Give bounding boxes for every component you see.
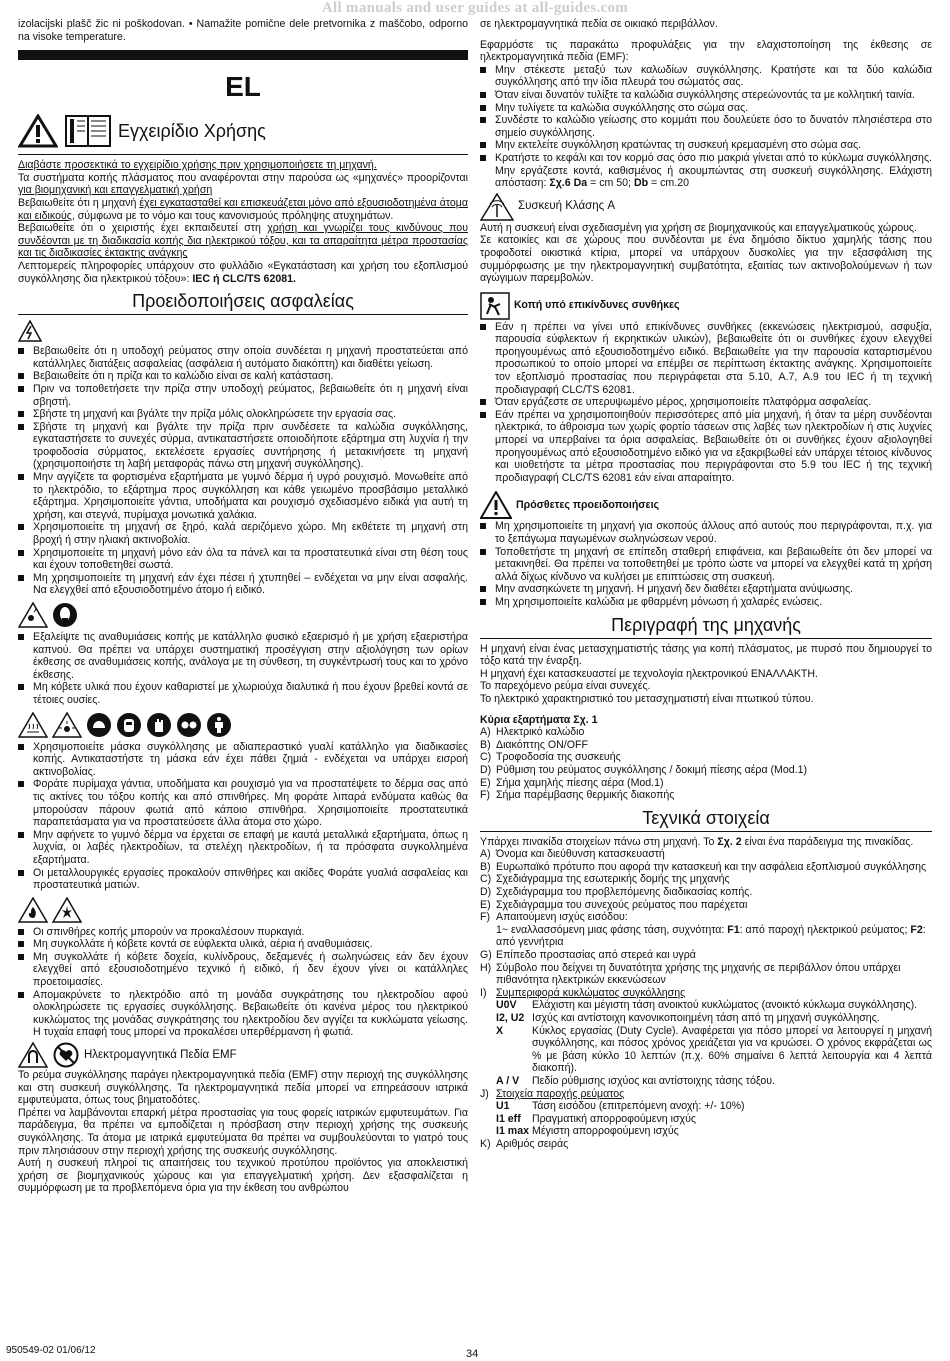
safety-icons-row-2 xyxy=(18,602,468,628)
list-item: Μην στέκεστε μεταξύ των καλωδίων συγκόλλησης. Κρατήστε και τα δύο καλώδια συγκόλλησης από την ίδια πλευρά του σώματός σας. xyxy=(480,64,932,89)
helmet-icon xyxy=(86,712,112,738)
document-code: 950549-02 01/06/12 xyxy=(6,1345,96,1356)
list-item: D) Σχεδιάγραμμα του προβλεπόμενης διαδικασίας κοπής. xyxy=(480,886,753,899)
list-item: Μη χρησιμοποιείτε τη μηχανή εάν έχει πέσει ή χτυπηθεί – ενδέχεται να μην είναι ασφαλής. Να ελεγχθεί από εξουσιοδοτημένο άτομο ή ειδικό. xyxy=(18,572,468,597)
emf-precautions-list xyxy=(480,64,932,190)
list-item: Κρατήστε το κεφάλι και τον κορμό σας όσο πιο μακριά γίνεται από το κύκλωμα συγκόλλησης. Μην εργάζεστε κοντά, καθισμένος ή ακουμπώντας στη συσκευή συγκόλλησης. Ελάχιστη απόσταση: Σχ.6 Da = cm 50; Db = cm.20 xyxy=(480,152,932,190)
watermark: All manuals and user guides at all-guides.com xyxy=(321,0,629,16)
hot-surface-icon xyxy=(18,712,48,738)
list-item: Βεβαιωθείτε ότι η πρίζα και το καλώδιο είναι σε καλή κατάσταση. xyxy=(18,370,468,383)
manual-paragraph: Λεπτομερείς πληροφορίες υπάρχουν στο φυλλάδιο «Εγκατάσταση και χρήση του εξοπλισμού συγκόλλησης δια ηλεκτρικού τόξου»: IEC ή CLC/TS 62081. xyxy=(18,259,468,285)
left-column xyxy=(18,18,468,1195)
manual-heading xyxy=(18,114,468,148)
list-item: C) Σχεδιάγραμμα της εσωτερικής δομής της μηχανής xyxy=(480,873,730,886)
additional-warnings-heading xyxy=(480,491,932,519)
list-item: Φοράτε πυρίμαχα γάντια, υποδήματα και ρουχισμό για να προστατέψετε το δέρμα σας από τις ακτίνες του τόξου κοπής και από σπινθήρες. Μη φοράτε λιπαρά ενδύματα καθώς θα μπορούσαν πάρουν φωτιά από κάποιο σπινθήρα. Χρησιμοποιείτε προστατευτικά παραπετάσματα για να προστατεύσετε άλλα άτομα στο χώρο. xyxy=(18,778,468,828)
list-item: G) Επίπεδο προστασίας από στερεά και υγρά xyxy=(480,949,696,962)
list-item: Εξαλείψτε τις αναθυμιάσεις κοπής με κατάλληλο φυσικό εξαερισμό ή με χρήση εξαεριστήρα καπνού. Θα πρέπει να υπάρχει συστηματική προσέγγιση στην αξιολόγηση των ορίων έκθεσης σε αναθυμιάσεις κοπής, ανάλογα με τη σύνθεση, τη συγκέντρωσή τους και το χρόνο έκθεσης. xyxy=(18,631,468,681)
list-item: B) Διακόπτης ON/OFF xyxy=(480,738,588,751)
technical-title-rule xyxy=(480,831,932,832)
list-item: I) Συμπεριφορά κυκλώματος συγκόλλησης xyxy=(480,986,686,999)
list-item: Πριν να τοποθετήσετε την πρίζα στην υποδοχή ρεύματος, βεβαιωθείτε ότι η μηχανή είναι σβηστή. xyxy=(18,383,468,408)
list-item: Βεβαιωθείτε ότι η υποδοχή ρεύματος στην οποία συνδέεται η μηχανή προστατεύεται από κατάλληλες διατάξεις ασφαλείας (ασφάλεια ή αυτόματο διακόπτη) και διαθέτει γείωση. xyxy=(18,345,468,370)
list-item: E) Σήμα χαμηλής πίεσης αέρα (Mod.1) xyxy=(480,776,664,789)
magnetic-field-warning-icon xyxy=(18,1042,48,1068)
manual-book-icon xyxy=(64,114,112,148)
spec-row: I2, U2 Ισχύς και αντίστοιχη κανονικοποιημένη τάση από τη μηχανή συγκόλλησης. xyxy=(496,1012,880,1024)
technical-data-title: Τεχνικά στοιχεία xyxy=(642,807,770,828)
list-item: Μην εκτελείτε συγκόλληση κρατώντας τη συσκευή κρεμασμένη στο σώμα σας. xyxy=(480,139,932,152)
description-title-rule xyxy=(480,638,932,639)
list-item: Όταν εργάζεστε σε υπερυψωμένο μέρος, χρησιμοποιείτε πλατφόρμα ασφαλείας. xyxy=(480,396,932,409)
list-item: J) Στοιχεία παροχής ρεύματος xyxy=(480,1087,625,1100)
emf-precautions-intro: Εφαρμόστε τις παρακάτω προφυλάξεις για την ελαχιστοποίηση της έκθεσης σε ηλεκτρομαγνητικά πεδία (EMF): xyxy=(480,38,932,64)
warning-icon xyxy=(18,114,58,148)
list-item: K) Αριθμός σειράς xyxy=(480,1137,569,1150)
list-item: D) Ρύθμιση του ρεύματος συγκόλλησης / δοκιμή πίεσης αέρα (Mod.1) xyxy=(480,763,808,776)
list-item: Σβήστε τη μηχανή και βγάλτε την πρίζα μόλις ολοκληρώσετε την εργασία σας. xyxy=(18,408,468,421)
additional-warnings-list xyxy=(480,520,932,608)
gloves-icon xyxy=(146,712,172,738)
welding-circuit-specs xyxy=(480,999,932,1087)
list-item: Μη συγκολλάτε ή κόβετε κοντά σε εύφλεκτα υλικά, αέρια ή αναθυμιάσεις. xyxy=(18,938,468,951)
page-number: 34 xyxy=(466,1348,479,1360)
safety-icons-row-4 xyxy=(18,897,468,923)
manual-paragraph: Διαβάστε προσεκτικά το εγχειρίδιο χρήσης πριν χρησιμοποιήσετε τη μηχανή. xyxy=(18,159,377,172)
list-item: Απομακρύνετε το ηλεκτρόδιο από τη μονάδα συγκράτησης του ηλεκτροδίου αφού ολοκληρώσετε τις εργασίες συγκόλλησης. Βεβαιωθείτε ότι κανένα μέρος του ηλεκτρικού κυκλώματος της μονάδας συγκράτησης του ηλεκτροδίου δεν αγγίζει τα κυκλώματα γείωσης. Η τυχαία επαφή τους μπορεί να προκαλέσει υπερθέρμανση ή φωτιά. xyxy=(18,989,468,1039)
technical-list xyxy=(480,848,932,1150)
list-item: B) Ευρωπαϊκό πρότυπο που αφορά την κατασκευή και την ασφάλεια εξοπλισμού συγκόλλησης xyxy=(480,860,927,873)
list-item: Χρησιμοποιείτε τη μηχανή μόνο εάν όλα τα πάνελ και τα προστατευτικά είναι στη θέση τους και έχουν τοποθετηθεί σωστά. xyxy=(18,547,468,572)
additional-warnings-title: Πρόσθετες προειδοποιήσεις xyxy=(516,499,660,512)
respirator-icon xyxy=(52,602,78,628)
emf-paragraph: Αυτή η συσκευή πληροί τις απαιτήσεις του τεχνικού προτύπου προϊόντος για αποκλειστική χρήση σε βιομηχανικούς χώρους και για επαγγελματική χρήση. Δεν εξασφαλίζεται η συμμόρφωση με τα προβλεπόμενα όρια για την έκθεση του ανθρώπου xyxy=(18,1157,468,1195)
hazardous-conditions-heading xyxy=(480,292,932,320)
class-a-heading xyxy=(480,193,932,221)
spec-row: U1 Τάση εισόδου (επιτρεπόμενη ανοχή: +/- 10%) xyxy=(496,1100,745,1113)
safety-list-2 xyxy=(18,631,468,707)
radiation-warning-icon xyxy=(52,712,82,738)
list-item: Εάν η πρέπει να γίνει υπό επικίνδυνες συνθήκες (εκκενώσεις ηλεκτρισμού, ασφυξία, παρουσία εύφλεκτων ή εκρηκτικών υλικών), βεβαιωθείτε ότι οι συνθήκες έχουν ελεγχθεί προηγουμένως από εξουσιοδοτημένο ειδικό. Βεβαιωθείτε για την παρουσία καταρτισμένου προσωπικού το οποίο μπορεί να επέμβει σε περίπτωση έκτακτης ανάγκης. Χρησιμοποιείτε τον εξοπλισμό προστασίας που περιγράφεται στα 5.10, A.7, A.9 του IEC ή τη τεχνική προδιαγραφή CLC/TS 62081. xyxy=(480,321,932,397)
spec-row: X Κύκλος εργασίας (Duty Cycle). Αναφέρεται για πόσο μπορεί να λειτουργεί η μηχανή συγκόλλησης, και πόσος χρόνος χρειάζεται για να κρυώσει. Ο χρόνος εκφράζεται ως % με βάση κύκλο 10 λεπτών (π.χ. 60% σημαίνει 6 λεπτά λειτουργία και 4 λεπτά διακοπή). xyxy=(496,1024,932,1075)
spec-row: I1 eff Πραγματική απορροφούμενη ισχύς xyxy=(496,1112,696,1125)
class-a-paragraph: Σε κατοικίες και σε χώρους που συνδέονται με ένα δημόσιο δίκτυο χαμηλής τάσης που τροφοδοτεί οικιστικά κτίρια, μπορεί να υπάρχουν δυσκολίες για την εξασφάλιση της συμμόρφωσης με την ηλεκτρομαγνητική συμβατότητα, εξαιτίας των ακτινοβολούμενων ή των αγώγιμων παρεμβολών. xyxy=(480,234,932,285)
list-item: Μη χρησιμοποιείτε καλώδια με φθαρμένη μόνωση ή χαλαρές ενώσεις. xyxy=(480,596,932,609)
welding-mask-icon xyxy=(116,712,142,738)
list-item: Οι μεταλλουργικές εργασίες προκαλούν σπινθήρες και ακίδες Φοράτε γυαλιά ασφαλείας και προστατευτικά ματιών. xyxy=(18,867,468,892)
list-item: Μη κόβετε υλικά που έχουν καθαριστεί με χλωριούχα διαλυτικά ή που έχουν βρεθεί κοντά σε τέτοιες ουσίες. xyxy=(18,681,468,706)
safety-title-rule xyxy=(18,314,468,315)
description-paragraph: Η μηχανή έχει κατασκευαστεί με τεχνολογία ηλεκτρονικού ΕΝΑΛΛΑΚΤΗ. xyxy=(480,667,818,680)
list-item: A) Ηλεκτρικό καλώδιο xyxy=(480,726,585,739)
pacemaker-prohibited-icon xyxy=(52,1042,80,1068)
spec-row: A / V Πεδίο ρύθμισης ισχύος και αντίστοιχης τάσης τόξου. xyxy=(496,1074,775,1087)
list-item: Όταν είναι δυνατόν τυλίξτε τα καλώδια συγκόλλησης στερεώνοντάς τα με κολλητική ταινία. xyxy=(480,89,932,102)
main-components-title: Κύρια εξαρτήματα Σχ. 1 xyxy=(480,713,598,726)
list-item: Χρησιμοποιείτε μάσκα συγκόλλησης με αδιαπεραστικό γυαλί κατάλληλο για διαδικασίες κοπής. Αντικαταστήστε τη μάσκα εάν έχει πάθει ζημιά - ενδέχεται να υπάρχει εισροή ακτινοβολίας. xyxy=(18,741,468,779)
emf-paragraph: Πρέπει να λαμβάνονται επαρκή μέτρα προστασίας για τους φορείς ιατρικών εμφυτευμάτων. Για παράδειγμα, θα πρέπει να εμποδίζεται η πρόσβαση στην περιοχή χρήσης της συσκευής συγκόλλησης. Τα άτομα με ιατρικά εμφυτεύματα θα πρέπει να συμβουλεύονται το γιατρό τους πριν πλησιάσουν στην περιοχή χρήσης της συσκευής συγκόλλησης. xyxy=(18,1106,468,1157)
manual-paragraph: Τα συστήματα κοπής πλάσματος που αναφέρονται στην παρούσα ως «μηχανές» προορίζονται για βιομηχανική και επαγγελματική χρήση xyxy=(18,171,468,197)
list-item: Μη συγκολλάτε ή κόβετε δοχεία, κυλίνδρους, δεξαμενές ή σωληνώσεις εάν δεν έχουν ελεγχθεί από εξουσιοδοτημένο τεχνικό ή ειδικό, ή δεν έχουν γίνει οι κατάλληλες προετοιμασίες. xyxy=(18,951,468,989)
safety-icons-row-3 xyxy=(18,712,468,738)
safety-list-3 xyxy=(18,741,468,892)
electric-shock-icon xyxy=(18,320,42,342)
list-item: H) Σύμβολο που δείχνει τη δυνατότητα χρήσης της μηχανής σε περιβάλλον όπου υπάρχει πιθανότητα ηλεκτρικών εκκενώσεων xyxy=(480,961,901,987)
description-paragraph: Η μηχανή είναι ένας μετασχηματιστής τάσης για κοπή πλάσματος, με πυρσό που δημιουργεί το τόξο κατά την έναρξη. xyxy=(480,642,932,668)
list-item: Χρησιμοποιείτε τη μηχανή σε ξηρό, καλά αεριζόμενο χώρο. Μη εκθέτετε τη μηχανή στη βροχή ή στην ηλιακή ακτινοβολία. xyxy=(18,521,468,546)
right-column xyxy=(480,18,932,1151)
spec-row: U0V Ελάχιστη και μέγιστη τάση ανοικτού κυκλώματος (ανοικτό κύκλωμα συγκόλλησης). xyxy=(496,999,918,1012)
manual-title-rule xyxy=(18,154,468,155)
goggles-icon xyxy=(176,712,202,738)
description-paragraph: Το ηλεκτρικό χαρακτηριστικό του μετασχηματιστή είναι πτωτικού τύπου. xyxy=(480,692,814,705)
safety-list-4 xyxy=(18,926,468,1039)
fire-warning-icon xyxy=(18,897,48,923)
safety-title: Προειδοποιήσεις ασφαλείας xyxy=(132,291,354,312)
list-item: Συνδέστε το καλώδιο γείωσης στο κομμάτι που δουλεύετε όσο το δυνατόν πλησιέστερα στο σημείο συγκόλλησης. xyxy=(480,114,932,139)
safety-list-1 xyxy=(18,345,468,597)
list-item: Εάν πρέπει να χρησιμοποιηθούν περισσότερες από μία μηχανή, ή όταν τα μέρη συνδέονται ηλεκτρικά, το άθροισμα των χωρίς φορτίο τάσεων στις λαβές των ηλεκτροδίων ή στις λυχνίες μπορεί να υπερβαίνει τα όρια ασφαλείας. Βεβαιωθείτε ότι οι συνθήκες έχουν αξιολογηθεί προηγουμένως από εξουσιοδοτημένο ειδικό για να εξακριβωθεί εάν υπάρχει τέτοιος κίνδυνος και υιοθετήστε τα μέτρα προστασίας που περιγράφονται στο 5.9 του IEC ή της τεχνική προδιαγραφή CLC/TS 62081 εάν είναι απαραίτητο. xyxy=(480,409,932,485)
explosion-warning-icon xyxy=(52,897,82,923)
list-item: Σβήστε τη μηχανή και βγάλτε την πρίζα πριν συνδέσετε τα καλώδια συγκόλλησης, εγκαταστήσετε το συνεχές σύρμα, αντικαταστήσετε οποιοδήποτε εξάρτημα στη λυχνία ή την τροφοδοσία σύρματος, εκτελέσετε εργασίες συντήρησης ή μετακινήσετε τη μηχανή (χρησιμοποιήστε τη λαβή μεταφοράς πάνω στη μηχανή συγκόλλησης). xyxy=(18,421,468,471)
hazardous-conditions-title: Κοπή υπό επικίνδυνες συνθήκες xyxy=(514,299,680,312)
confined-space-icon xyxy=(480,292,510,320)
language-code: EL xyxy=(225,71,261,103)
list-item: A) Όνομα και διεύθυνση κατασκευαστή xyxy=(480,848,665,861)
list-item: Μη χρησιμοποιείτε τη μηχανή για σκοπούς άλλους από αυτούς που περιγράφονται, π.χ. για το ξεπάγωμα παγωμένων σωληνώσεων νερού. xyxy=(480,520,932,545)
list-item: Τοποθετήστε τη μηχανή σε επίπεδη σταθερή επιφάνεια, και βεβαιωθείτε ότι δεν μπορεί να μετακινηθεί. Θα πρέπει να τοποθετηθεί με τρόπο ώστε να μπορεί να ελεγχθεί κατά τη χρήση αλλά δίχως κίνδυνο να κυλήσει με επιπτώσεις στη συσκευή. xyxy=(480,546,932,584)
emf-heading xyxy=(18,1042,468,1068)
class-a-title: Συσκευή Κλάσης A xyxy=(518,200,616,213)
radio-interference-warning-icon xyxy=(480,193,514,221)
machine-description-title: Περιγραφή της μηχανής xyxy=(611,614,801,635)
list-item: F) Σήμα παρέμβασης θερμικής διακοπής xyxy=(480,789,675,802)
main-components-list xyxy=(480,726,932,802)
list-item: Μην αγγίζετε τα φορτισμένα εξαρτήματα με γυμνό δέρμα ή υγρό ρουχισμό. Μονωθείτε από το ηλεκτρόδιο, το εξάρτημα προς συγκόλληση και κάθε γειωμένο προσβάσιμο μεταλλικό εξάρτημα. Χρησιμοποιείτε γάντια, υποδήματα και ρουχισμό σχεδιασμένο ειδικά για αυτή τη χρήση, και στεγνά, πυρίμαχα μονωτικά χαλάκια. xyxy=(18,471,468,521)
emf-continued-text: σε ηλεκτρομαγνητικά πεδία σε οικιακό περιβάλλον. xyxy=(480,18,718,30)
input-power-detail: 1~ εναλλασσόμενη μιας φάσης τάση, συχνότητα: F1: από παροχή ηλεκτρικού ρεύματος; F2: από γεννήτρια xyxy=(496,923,926,949)
manual-paragraph: Βεβαιωθείτε ότι ο χειριστής έχει εκπαιδευτεί στη χρήση και γνωρίζει τους κινδύνους που συνδέονται με τη διαδικασία κοπής δια ηλεκτρικού τόξου, και τα απαραίτητα μέτρα προστασίας και τις διαδικασίες έκτακτης ανάγκης xyxy=(18,222,468,260)
warning-icon xyxy=(480,491,512,519)
power-supply-specs xyxy=(480,1100,932,1138)
list-item: Μην ανασηκώνετε τη μηχανή. Η μηχανή δεν διαθέτει εξαρτήματα ανύψωσης. xyxy=(480,583,932,596)
manual-paragraph: Βεβαιωθείτε ότι η μηχανή έχει εγκατασταθεί και επισκευάζεται μόνο από εξουσιοδοτημένα άτομα και ειδικούς, σύμφωνα με το νόμο και τους κανονισμούς πρόληψης ατυχημάτων. xyxy=(18,196,468,222)
list-item: Μην τυλίγετε τα καλώδια συγκόλλησης στο σώμα σας. xyxy=(480,102,932,115)
list-item: C) Τροφοδοσία της συσκευής xyxy=(480,751,621,764)
technical-intro: Υπάρχει πινακίδα στοιχείων πάνω στη μηχανή. Το Σχ. 2 είναι ένα παράδειγμα της πινακίδας. xyxy=(480,835,914,848)
section-divider-bar xyxy=(18,50,468,60)
list-item: F) Απαιτούμενη ισχύς εισόδου: xyxy=(480,911,628,924)
list-item: Οι σπινθήρες κοπής μπορούν να προκαλέσουν πυρκαγιά. xyxy=(18,926,468,939)
list-item: E) Σχεδιάγραμμα του συνεχούς ρεύματος που παρέχεται xyxy=(480,898,748,911)
intro-text: izolacijski plašč žic ni poškodovan. • Namažite pomične dele pretvornika z maščobo, odporno na visoke temperature. xyxy=(18,18,468,43)
list-item: Μην αφήνετε το γυμνό δέρμα να έρχεται σε επαφή με καυτά μεταλλικά εξαρτήματα, όπως η λυχνία, οι λαβές ηλεκτροδίων, τα στελέχη ηλεκτροδίων, ή τα πρόσφατα συγκολλημένα εξαρτήματα. xyxy=(18,829,468,867)
protective-clothing-icon xyxy=(206,712,232,738)
manual-title: Εγχειρίδιο Χρήσης xyxy=(118,121,266,142)
spec-row: I1 max Μέγιστη απορροφούμενη ισχύς xyxy=(496,1125,679,1138)
safety-icons-row-1 xyxy=(18,320,468,342)
emf-paragraph: Το ρεύμα συγκόλλησης παράγει ηλεκτρομαγνητικά πεδία (EMF) στην περιοχή της συγκόλλησης και στη συσκευή συγκόλλησης. Τα ηλεκτρομαγνητικά πεδία μπορεί να επηρεάσουν ιατρικά εμφυτεύματα, όπως τους βηματοδότες. xyxy=(18,1069,468,1107)
fumes-warning-icon xyxy=(18,602,48,628)
description-paragraph: Το παρεχόμενο ρεύμα είναι συνεχές. xyxy=(480,680,651,693)
emf-title: Ηλεκτρομαγνητικά Πεδία EMF xyxy=(84,1048,237,1061)
hazardous-conditions-list xyxy=(480,321,932,485)
class-a-paragraph: Αυτή η συσκευή είναι σχεδιασμένη για χρήση σε βιομηχανικούς και επαγγελματικούς χώρους. xyxy=(480,221,917,234)
